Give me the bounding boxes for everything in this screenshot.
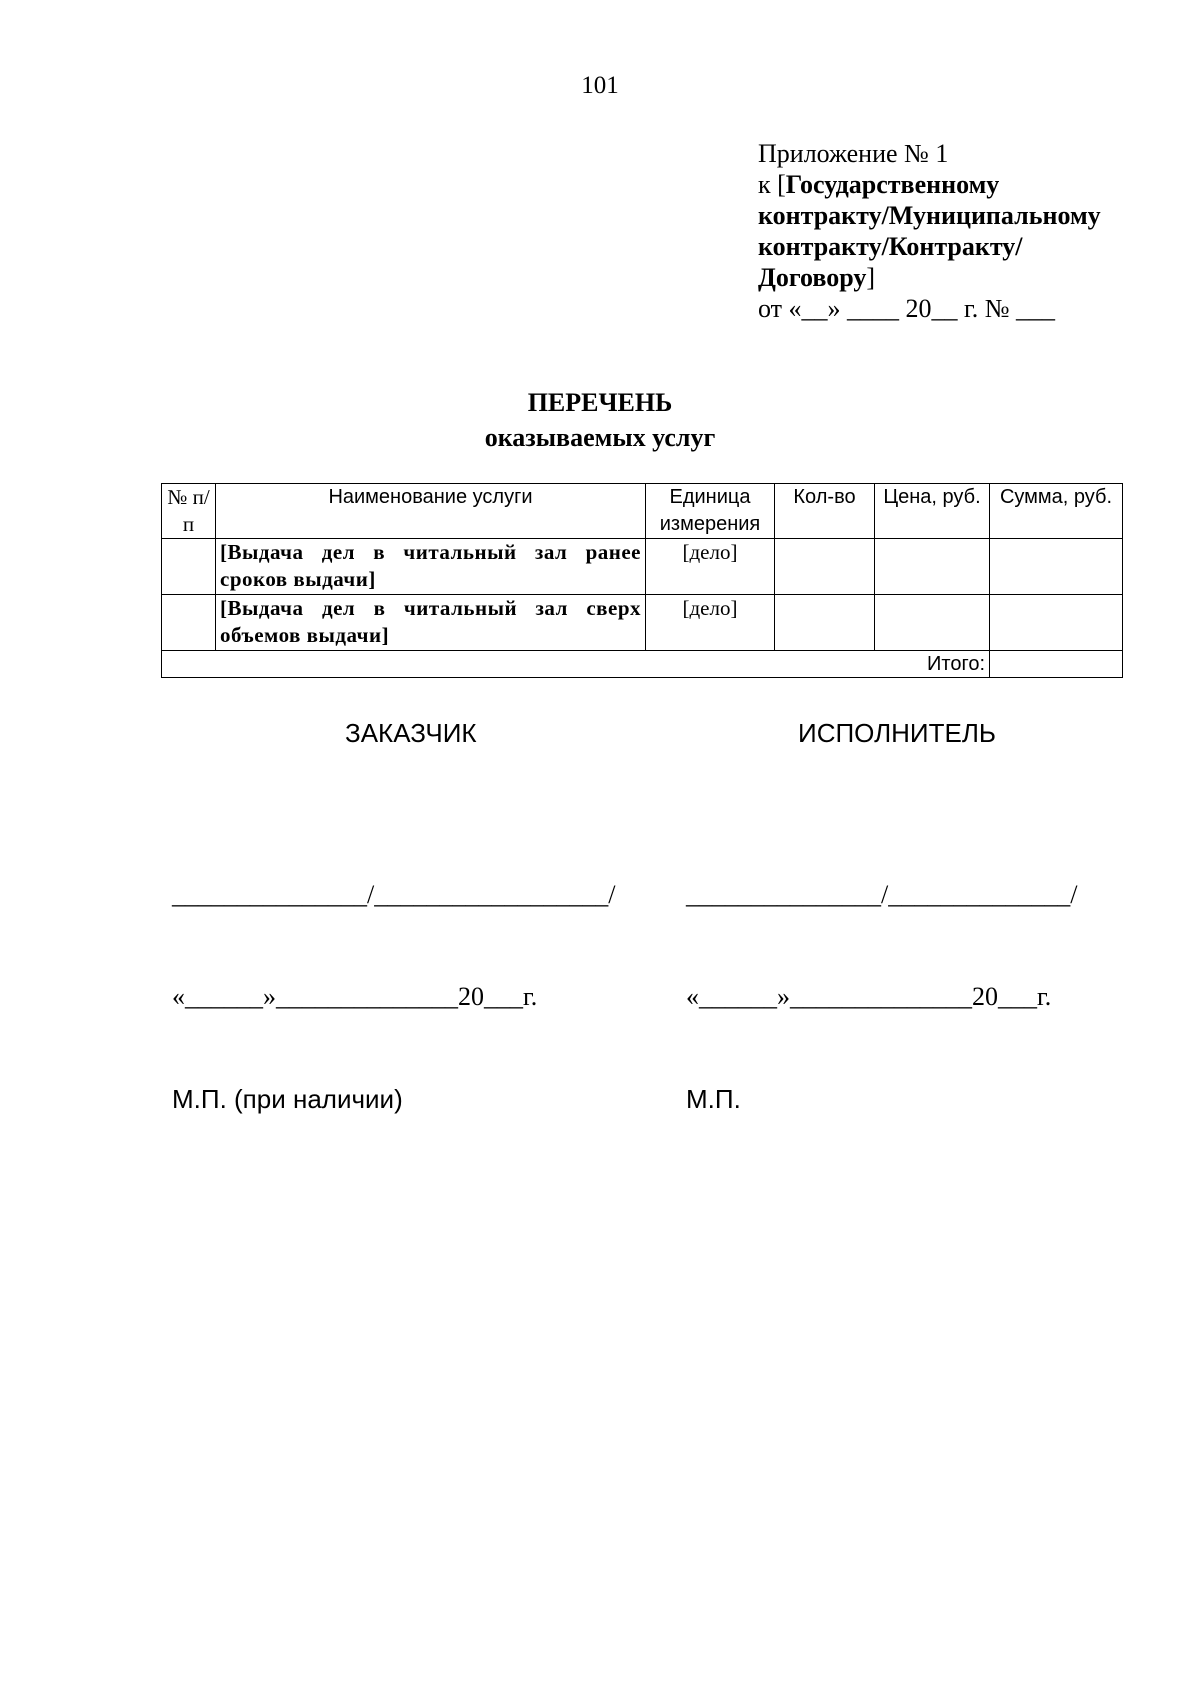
row-unit: [дело] bbox=[646, 595, 775, 651]
header-sum: Сумма, руб. bbox=[990, 484, 1123, 539]
total-value bbox=[990, 651, 1123, 678]
appendix-heading bbox=[758, 138, 1178, 324]
appendix-number: Приложение № 1 bbox=[758, 139, 949, 168]
title-sub: оказываемых услуг bbox=[484, 423, 716, 452]
row-num bbox=[162, 595, 216, 651]
contractor-stamp-note: М.П. bbox=[686, 1084, 741, 1114]
row-sum bbox=[990, 595, 1123, 651]
document-title bbox=[0, 385, 1200, 455]
row-qty bbox=[775, 595, 875, 651]
row-num bbox=[162, 539, 216, 595]
header-unit: Единица измерения bbox=[646, 484, 775, 539]
customer-signature-block bbox=[172, 810, 615, 1150]
header-name: Наименование услуги bbox=[216, 484, 646, 539]
appendix-contract-ref-2: контракту/Муниципальному bbox=[758, 201, 1101, 230]
total-label: Итого: bbox=[162, 651, 990, 678]
services-table bbox=[161, 483, 1123, 678]
row-sum bbox=[990, 539, 1123, 595]
customer-signature-date: «______»______________20___г. bbox=[172, 982, 538, 1011]
table-header-row bbox=[162, 484, 1123, 539]
table-total-row bbox=[162, 651, 1123, 678]
row-service-name: [Выдача дел в читальный зал сверх объемов выдачи] bbox=[216, 595, 646, 651]
row-unit: [дело] bbox=[646, 539, 775, 595]
page-number: 101 bbox=[581, 72, 619, 99]
appendix-date-number: от «__» ____ 20__ г. № ___ bbox=[758, 294, 1056, 323]
contractor-signature-block bbox=[686, 810, 1077, 1150]
table-row bbox=[162, 595, 1123, 651]
appendix-contract-ref-4: Договору] bbox=[758, 263, 876, 292]
header-num: № п/п bbox=[162, 484, 216, 539]
row-price bbox=[875, 595, 990, 651]
title-main: ПЕРЕЧЕНЬ bbox=[527, 388, 673, 417]
customer-signature-line: _______________/__________________/ bbox=[172, 880, 616, 909]
appendix-contract-ref-3: контракту/Контракту/ bbox=[758, 232, 1023, 261]
row-price bbox=[875, 539, 990, 595]
contractor-signature-line: _______________/______________/ bbox=[686, 880, 1078, 909]
customer-label: ЗАКАЗЧИК bbox=[345, 718, 477, 748]
table-row bbox=[162, 539, 1123, 595]
appendix-contract-ref-1: к [Государственному bbox=[758, 170, 1000, 199]
contractor-label: ИСПОЛНИТЕЛЬ bbox=[798, 718, 996, 748]
header-price: Цена, руб. bbox=[875, 484, 990, 539]
row-service-name: [Выдача дел в читальный зал ранее сроков выдачи] bbox=[216, 539, 646, 595]
header-qty: Кол-во bbox=[775, 484, 875, 539]
row-qty bbox=[775, 539, 875, 595]
contractor-signature-date: «______»______________20___г. bbox=[686, 982, 1052, 1011]
customer-stamp-note: М.П. (при наличии) bbox=[172, 1084, 403, 1114]
